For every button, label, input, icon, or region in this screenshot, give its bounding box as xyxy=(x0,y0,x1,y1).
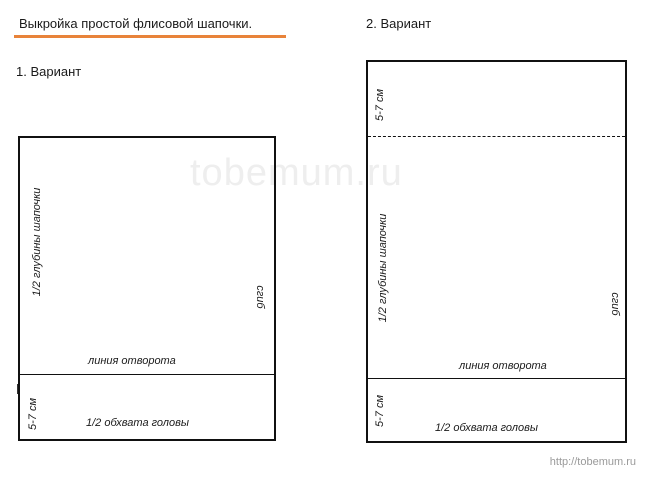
variant-2-cuff-line-label: линия отворота xyxy=(459,360,547,372)
variant-2-cuff-height-label: 5-7 см xyxy=(374,395,386,427)
variant-2-pattern-frame xyxy=(366,60,627,443)
variant-1-cuff-line xyxy=(19,374,274,375)
variant-2-top-dashed-line xyxy=(368,136,625,137)
variant-1-heading: 1. Вариант xyxy=(16,64,82,79)
variant-1-cuff-height-label: 5-7 см xyxy=(27,398,39,430)
variant-1-depth-label: 1/2 глубины шапочки xyxy=(31,187,43,297)
variant-1-fold-label: сгиб xyxy=(254,285,266,309)
variant-2-depth-label: 1/2 глубины шапочки xyxy=(377,213,389,323)
variant-1-head-label: 1/2 обхвата головы xyxy=(86,417,189,429)
variant-2-fold-label: сгиб xyxy=(609,292,621,316)
page-title: Выкройка простой флисовой шапочки. xyxy=(19,16,253,31)
title-underline xyxy=(14,35,286,38)
variant-1-edge-tick xyxy=(17,384,18,394)
variant-2-head-label: 1/2 обхвата головы xyxy=(435,422,538,434)
source-url: http://tobemum.ru xyxy=(549,456,636,468)
variant-2-top-height-label: 5-7 см xyxy=(374,89,386,121)
variant-1-cuff-line-label: линия отворота xyxy=(88,355,176,367)
variant-2-cuff-line xyxy=(368,378,625,379)
variant-2-heading: 2. Вариант xyxy=(366,16,432,31)
variant-1-pattern-frame xyxy=(18,136,276,441)
watermark-text: tobemum.ru xyxy=(190,152,403,194)
